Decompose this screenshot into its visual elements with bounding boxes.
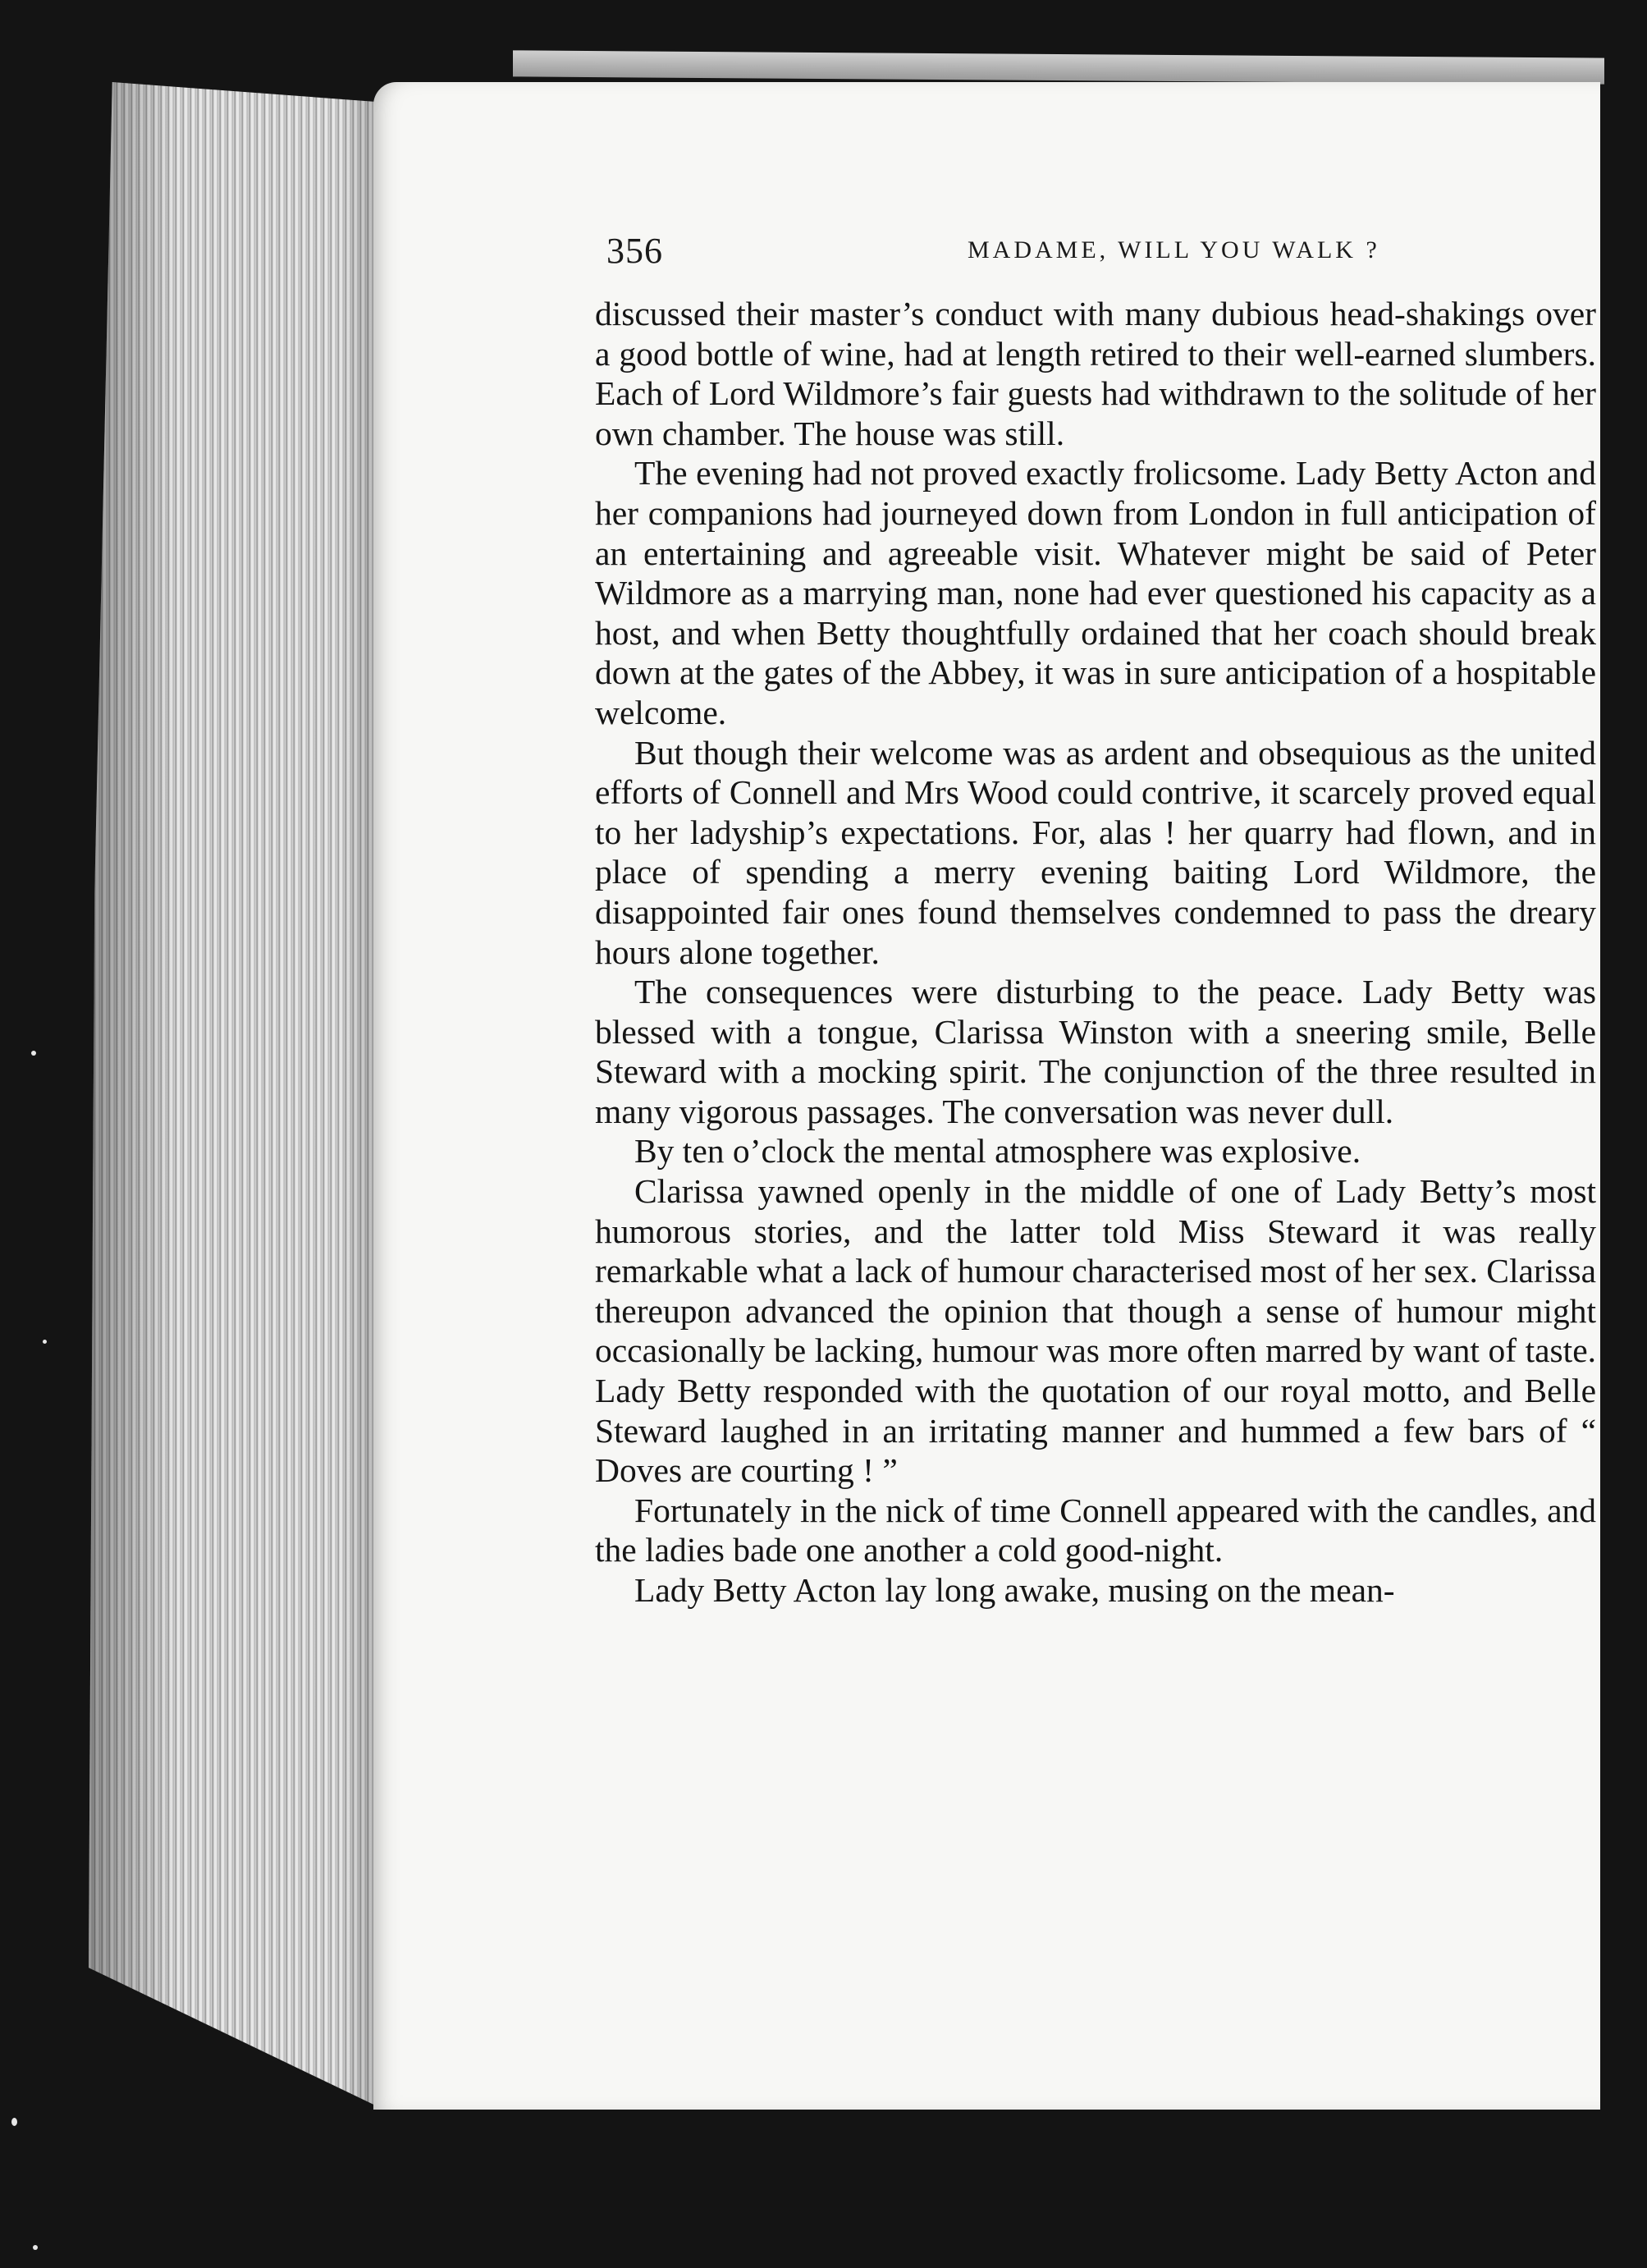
dust-speck: [31, 1051, 36, 1056]
paragraph: Clarissa yawned openly in the middle of one of Lady Betty’s most humorous stories, and the latter told Miss Steward it was really remarkable what a lack of humour characterised most of her sex. Clarissa thereupon advanced the opinion that though a sense of humour might occasionally be lacking, humour was more often marred by want of taste. Lady Betty responded with the quotation of our royal motto, and Belle Steward laughed in an irritating manner and hummed a few bars of “ Doves are courting ! ”: [595, 1172, 1596, 1490]
running-title: MADAME, WILL YOU WALK ?: [968, 236, 1380, 263]
paragraph: The consequences were disturbing to the peace. Lady Betty was blessed with a tongue, Clarissa Winston with a sneering smile, Belle Steward with a mocking spirit. The conjunction of the three resulted in many vigorous passages. The conversation was never dull.: [595, 973, 1596, 1130]
page-number: 356: [606, 231, 663, 271]
body-text: [595, 294, 1596, 1611]
paragraph: Lady Betty Acton lay long awake, musing on the mean-: [634, 1571, 1395, 1609]
paragraph: But though their welcome was as ardent and obsequious as the united efforts of Connell and Mrs Wood could contrive, it scarcely proved equal to her ladyship’s expectations. For, alas ! her quarry had flown, and in place of spending a merry evening baiting Lord Wildmore, the disappointed fair ones found themselves condemned to pass the dreary hours alone together.: [595, 733, 1596, 971]
paragraph: By ten o’clock the mental atmosphere was explosive.: [634, 1132, 1361, 1171]
dust-speck: [43, 1340, 47, 1344]
paragraph: The evening had not proved exactly frolicsome. Lady Betty Acton and her companions had journeyed down from London in full anticipation of an entertaining and agreeable visit. Whatever might be said of Peter Wildmore as a marrying man, none had ever questioned his capacity as a host, and when Betty thoughtfully ordained that her coach should break down at the gates of the Abbey, it was in sure anticipation of a hospitable welcome.: [595, 454, 1596, 731]
dust-speck: [11, 2118, 17, 2126]
paragraph: Fortunately in the nick of time Connell appeared with the candles, and the ladies bade one another a cold good-night.: [595, 1491, 1596, 1569]
page-edges-shadow: [89, 82, 384, 2110]
book-page: [373, 82, 1600, 2110]
top-page-strip: [513, 50, 1604, 84]
paragraph: discussed their master’s conduct with many dubious head-shakings over a good bottle of wine, had at length retired to their well-earned slumbers. Each of Lord Wildmore’s fair guests had withdrawn to the solitude of her own chamber. The house was still.: [595, 295, 1596, 452]
dust-speck: [33, 2245, 38, 2250]
running-head: [606, 230, 1591, 287]
